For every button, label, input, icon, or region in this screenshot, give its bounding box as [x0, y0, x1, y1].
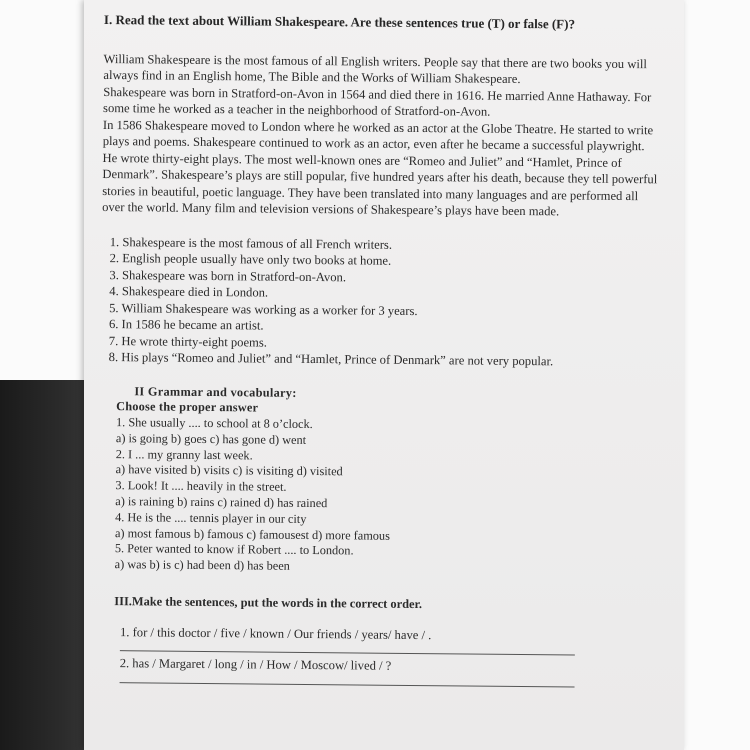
answer-line[interactable]	[120, 644, 575, 655]
grammar-line: 2. I ... my granny last week.	[115, 446, 253, 463]
statement: 5. William Shakespeare was working as a worker for 3 years.	[109, 300, 418, 318]
statement: 8. His plays “Romeo and Juliet” and “Hamlet, Prince of Denmark” are not very popular.	[108, 350, 554, 369]
grammar-line: 4. He is the .... tennis player in our city	[115, 510, 307, 526]
task-text: 2. has / Margaret / long / in / How / Moscow/ lived / ?	[119, 656, 392, 673]
grammar-options: a) have visited b) visits c) is visiting d) visited	[115, 462, 343, 479]
section2-subtitle: Choose the proper answer	[116, 399, 259, 415]
paragraph: Shakespeare was born in Stratford-on-Avon in 1564 and died there in 1616. He married Anne Hathaway. For some time he worked as a teacher in the neighborhood of Stratford-on-Avon.	[103, 84, 652, 119]
statement: 6. In 1586 he became an artist.	[108, 317, 264, 333]
section1-heading: I. Read the text about William Shakespeare. Are these sentences true (T) or false (F)?	[103, 12, 576, 32]
grammar-options: a) is raining b) rains c) rained d) has rained	[115, 494, 328, 511]
grammar-options: a) most famous b) famous c) famousest d) more famous	[114, 525, 390, 543]
word-order-task	[114, 655, 653, 688]
word-order-task	[114, 624, 653, 657]
statement: 2. English people usually have only two books at home.	[109, 251, 392, 268]
section2-title: II Grammar and vocabulary:	[134, 383, 297, 400]
grammar-line: 1. She usually .... to school at 8 o’clock.	[115, 415, 313, 432]
grammar-options: a) was b) is c) had been d) has been	[114, 557, 290, 574]
worksheet-content	[98, 12, 659, 688]
statement: 4. Shakespeare died in London.	[109, 284, 269, 300]
grammar-line: 3. Look! It .... heavily in the street.	[115, 478, 287, 495]
reading-text	[102, 50, 659, 220]
section3-title: III.Make the sentences, put the words in the correct order.	[114, 594, 423, 612]
grammar-options: a) is going b) goes c) has gone d) went	[115, 431, 307, 447]
paragraph: In 1586 Shakespeare moved to London where he worked as an actor at the Globe Theatre. He started to write plays and poems. Shakespeare continued to work as an actor, even after he became a successful playwright. He wrote thirty-eight plays. The most well-known ones are “Romeo and Juliet” and “Hamlet, Prince of Denmark”. Shakespeare’s plays are still popular, five hundred years after his death, because they tell powerful stories in beautiful, poetic language. They have been translated into many languages and are performed all over the world. Many film and television versions of Shakespeare’s plays have been made.	[102, 117, 658, 219]
statement: 3. Shakespeare was born in Stratford-on-Avon.	[109, 267, 347, 284]
paragraph: William Shakespeare is the most famous of all English writers. People say that there are two books you will always find in an English home, The Bible and the Works of William Shakespeare.	[103, 51, 647, 87]
grammar-line: 5. Peter wanted to know if Robert .... to London.	[114, 541, 354, 558]
word-order-section	[98, 593, 654, 688]
grammar-section	[99, 383, 656, 578]
statement: 1. Shakespeare is the most famous of all French writers.	[109, 234, 393, 252]
true-false-statements	[101, 233, 657, 370]
task-text: 1. for / this doctor / five / known / Our friends / years/ have / .	[119, 624, 432, 642]
statement: 7. He wrote thirty-eight poems.	[108, 333, 267, 350]
